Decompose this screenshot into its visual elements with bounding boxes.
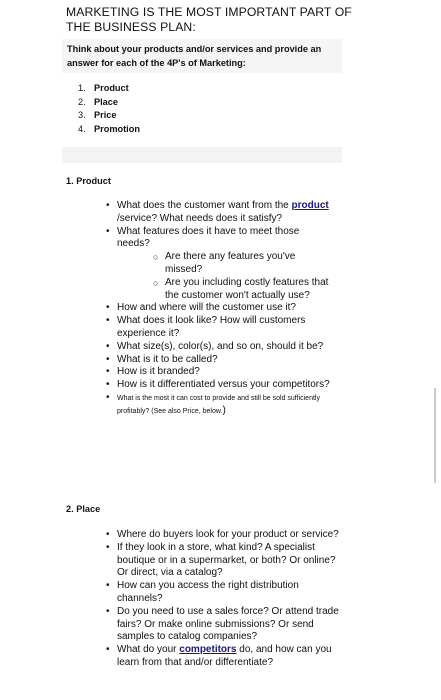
list-number: 1. (78, 83, 86, 93)
instruction-text: Think about your products and/or services and provide an answer for each of the 4P's of Marketing: (67, 44, 322, 68)
question-text: How is it differentiated versus your competitors? (117, 379, 330, 391)
sub-list-item (103, 251, 330, 277)
question-text: How is it branded? (117, 366, 200, 378)
question-text: What does the customer want from the (117, 200, 289, 211)
bullet-icon: • (106, 366, 110, 378)
bullet-icon: • (106, 340, 110, 352)
competitors-link[interactable]: competitors (179, 644, 237, 656)
list-item (103, 644, 343, 670)
list-number: 2. (78, 96, 86, 107)
list-item (103, 529, 343, 542)
list-item (78, 82, 140, 96)
circle-bullet-icon: ○ (153, 277, 159, 288)
list-item (103, 366, 333, 379)
blank-answer-area (62, 147, 342, 163)
question-text: What do your (117, 644, 177, 656)
list-item (103, 392, 333, 418)
list-item (103, 354, 333, 367)
product-link[interactable]: product (291, 200, 329, 211)
product-question-list (103, 200, 333, 418)
list-item (78, 123, 140, 137)
list-item (78, 96, 140, 110)
bullet-icon: • (106, 315, 110, 327)
list-item (103, 226, 333, 252)
bullet-icon: • (106, 391, 110, 403)
bullet-icon: • (106, 302, 110, 314)
bullet-icon: • (106, 379, 110, 391)
question-text: What is it to be called? (117, 353, 218, 365)
bullet-icon: • (106, 200, 110, 211)
list-item (103, 341, 333, 354)
bullet-icon: • (106, 353, 110, 365)
four-ps-list (78, 82, 140, 136)
list-label: Place (94, 96, 119, 107)
page-edge-line (434, 388, 436, 483)
bullet-icon: • (106, 580, 110, 592)
bullet-icon: • (106, 541, 110, 553)
question-text: What is the most it can cost to provide and still be sold sufficiently profitably? (See also Price, below. (117, 394, 320, 415)
circle-bullet-icon: ○ (153, 252, 159, 263)
question-text: What does it look like? How will customers experience it? (117, 315, 306, 339)
page-title: MARKETING IS THE MOST IMPORTANT PART OF THE BUSINESS PLAN: (66, 5, 352, 34)
list-item (78, 109, 140, 123)
question-text: do, and how can you learn from that and/or differentiate? (117, 644, 332, 668)
list-item (103, 379, 333, 392)
question-text: Are there any features you've missed? (165, 251, 296, 275)
question-text: Where do buyers look for your product or service? (117, 529, 339, 540)
question-text: Are you including costly features that the customer won't actually use? (165, 276, 329, 301)
list-item (103, 606, 343, 644)
question-text: ) (222, 404, 226, 416)
list-number: 4. (78, 123, 86, 134)
question-text: If they look in a store, what kind? A specialist boutique or in a supermarket, or both? Or online? Or direct, via a catalog? (117, 541, 336, 579)
list-number: 3. (78, 110, 86, 121)
list-item (103, 542, 343, 580)
section-heading-product: 1. Product (66, 176, 111, 186)
list-item (103, 580, 343, 606)
list-label: Promotion (94, 123, 140, 134)
instruction-box (62, 39, 342, 73)
question-text: Do you need to use a sales force? Or attend trade fairs? Or make online submissions? Or send samples to catalog companies? (117, 605, 339, 643)
question-text: How and where will the customer use it? (117, 302, 296, 314)
place-question-list (103, 529, 343, 670)
section-heading-place: 2. Place (66, 504, 101, 514)
list-label: Product (94, 83, 129, 93)
question-text: What size(s), color(s), and so on, should it be? (117, 340, 324, 352)
bullet-icon: • (106, 529, 110, 540)
list-label: Price (94, 110, 117, 121)
bullet-icon: • (106, 644, 110, 656)
bullet-icon: • (106, 225, 110, 237)
list-item (103, 315, 333, 341)
question-text: /service? What needs does it satisfy? (117, 212, 283, 224)
list-item (103, 200, 333, 226)
question-text: How can you access the right distribution channels? (117, 580, 299, 604)
sub-list-item (103, 277, 330, 303)
question-text: What features does it have to meet those needs? (117, 225, 300, 250)
list-item (103, 302, 333, 315)
bullet-icon: • (106, 605, 110, 617)
